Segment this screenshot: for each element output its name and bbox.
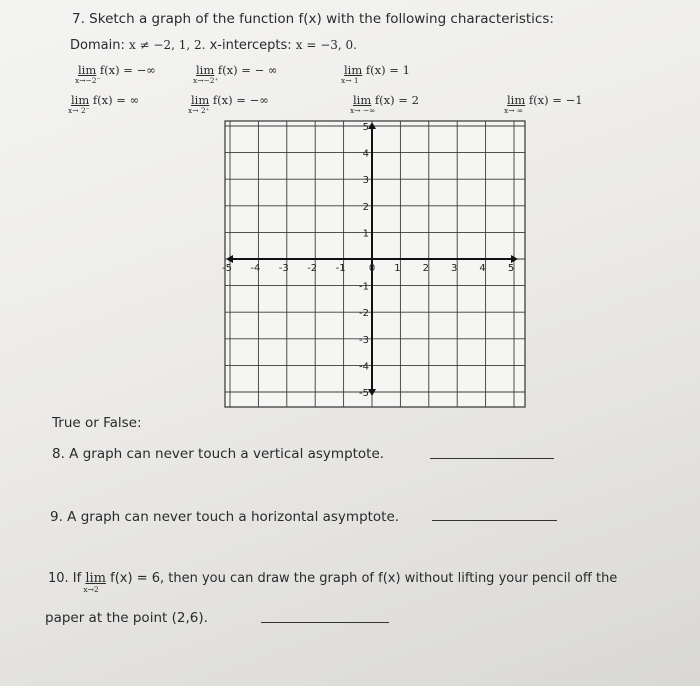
y-tick-label: -4 xyxy=(359,361,369,373)
q10-text: f(x) = 6, then you can draw the graph of f(x) without lifting your pencil off the xyxy=(110,571,618,586)
y-tick-label: -1 xyxy=(359,281,369,293)
domain-value: x ≠ −2, 1, 2. xyxy=(128,38,206,52)
limit-5: lim x→ 2⁺ f(x) = −∞ xyxy=(188,93,269,115)
intercepts-value: x = −3, 0. xyxy=(295,38,357,52)
x-tick-label: -1 xyxy=(335,263,346,274)
limit-7: lim x→ ∞ f(x) = −1 xyxy=(504,93,583,115)
answer-blank-8[interactable] xyxy=(430,458,554,459)
x-tick-label: 3 xyxy=(451,263,458,274)
problem-7-title: 7. Sketch a graph of the function f(x) with the following characteristics: xyxy=(72,11,554,27)
x-tick-label: 2 xyxy=(422,263,429,274)
x-tick-label: 0 xyxy=(368,263,376,274)
y-tick-label: 2 xyxy=(362,201,369,213)
x-tick-label: 4 xyxy=(479,263,486,274)
x-tick-label: 1 xyxy=(394,263,401,274)
true-false-heading: True or False: xyxy=(52,415,142,431)
q10-prefix: 10. If xyxy=(48,571,82,586)
intercepts-label: x-intercepts: xyxy=(209,38,292,53)
limit-6: lim x→ −∞ f(x) = 2 xyxy=(350,93,419,115)
q10-limit: lim x→2 xyxy=(83,571,107,594)
y-tick-label: 1 xyxy=(362,228,369,240)
question-10-line1 xyxy=(48,571,618,594)
x-tick-label: -4 xyxy=(250,263,261,274)
domain-line xyxy=(70,38,357,53)
limit-4: lim x→ 2⁻ f(x) = ∞ xyxy=(68,93,140,115)
x-tick-label: -3 xyxy=(278,263,289,274)
limit-1: lim x→−2⁻ f(x) = −∞ xyxy=(75,63,156,85)
coordinate-grid[interactable] xyxy=(222,121,525,407)
answer-blank-9[interactable] xyxy=(432,520,557,521)
y-tick-label: 3 xyxy=(362,175,369,187)
x-tick-label: -5 xyxy=(222,263,232,274)
limit-3: lim x→ 1 f(x) = 1 xyxy=(341,63,410,85)
y-tick-label: 5 xyxy=(362,122,369,133)
y-tick-label: -2 xyxy=(359,308,369,320)
limit-2: lim x→−2⁺ f(x) = − ∞ xyxy=(193,63,278,85)
answer-blank-10[interactable] xyxy=(261,622,389,623)
question-8: 8. A graph can never touch a vertical asymptote. xyxy=(52,446,385,462)
y-tick-label: -5 xyxy=(359,388,369,399)
x-tick-label: -2 xyxy=(307,263,318,274)
question-9: 9. A graph can never touch a horizontal asymptote. xyxy=(50,509,400,525)
domain-label: Domain: xyxy=(70,38,125,53)
question-10-line2: paper at the point (2,6). xyxy=(45,610,208,626)
y-tick-label: 4 xyxy=(362,148,369,160)
x-tick-label: 5 xyxy=(507,263,515,274)
y-tick-label: -3 xyxy=(359,334,369,346)
